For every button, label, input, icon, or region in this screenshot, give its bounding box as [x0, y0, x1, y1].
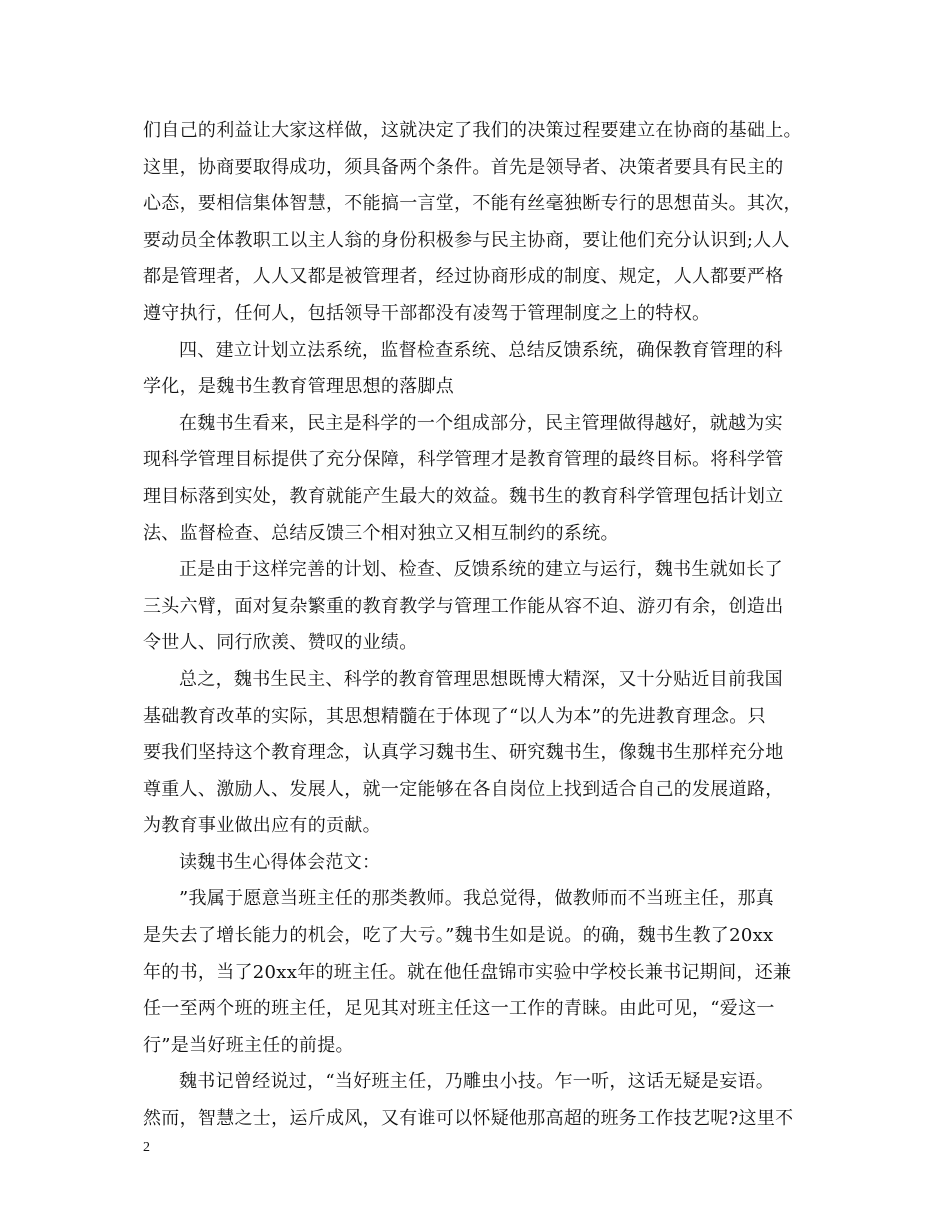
- text-line: 们自己的利益让大家这样做，这就决定了我们的决策过程要建立在协商的基础上。: [143, 120, 802, 141]
- body-text: [143, 113, 813, 1138]
- text-line: 尊重人、激励人、发展人，就一定能够在各自岗位上找到适合自己的发展道路，: [143, 778, 784, 800]
- text-line: 要动员全体教职工以主人翁的身份积极参与民主协商，要让他们充分认识到;人人: [143, 229, 790, 251]
- text-line: 正是由于这样完善的计划、检查、反馈系统的建立与运行，魏书生就如长了: [179, 559, 783, 581]
- text-line: 这里，协商要取得成功，须具备两个条件。首先是领导者、决策者要具有民主的: [143, 156, 784, 178]
- text-line: 三头六臂，面对复杂繁重的教育教学与管理工作能从容不迫、游刃有余，创造出: [143, 595, 784, 617]
- text-line: 要我们坚持这个教育理念，认真学习魏书生、研究魏书生，像魏书生那样充分地: [143, 742, 784, 764]
- text-line: 为教育事业做出应有的贡献。: [143, 815, 381, 837]
- text-line: 法、监督检查、总结反馈三个相对独立又相互制约的系统。: [143, 522, 619, 544]
- text-line: 总之，魏书生民主、科学的教育管理思想既博大精深，又十分贴近目前我国: [179, 668, 783, 690]
- text-line: 魏书记曾经说过，“当好班主任，乃雕虫小技。乍一听，这话无疑是妄语。: [179, 1071, 775, 1093]
- text-line: 行”是当好班主任的前提。: [143, 1034, 354, 1056]
- text-line: 令世人、同行欣羡、赞叹的业绩。: [143, 632, 418, 654]
- text-line: 现科学管理目标提供了充分保障，科学管理才是教育管理的最终目标。将科学管: [143, 449, 784, 471]
- text-line: 基础教育改革的实际，其思想精髓在于体现了“以人为本”的先进教育理念。只: [143, 705, 766, 727]
- text-line: 心态，要相信集体智慧，不能搞一言堂，不能有丝毫独断专行的思想苗头。其次，: [143, 193, 802, 215]
- text-line: 读魏书生心得体会范文：: [179, 851, 381, 873]
- text-line: 理目标落到实处，教育就能产生最大的效益。魏书生的教育科学管理包括计划立: [143, 485, 784, 507]
- text-line: 学化，是魏书生教育管理思想的落脚点: [143, 376, 455, 398]
- text-line: 任一至两个班的班主任，足见其对班主任这一工作的青睐。由此可见，“爱这一: [143, 998, 775, 1020]
- page-number: 2: [143, 1140, 150, 1155]
- text-line: 年的书，当了20xx年的班主任。就在他任盘锦市实验中学校长兼书记期间，还兼: [143, 961, 792, 983]
- text-line: ”我属于愿意当班主任的那类教师。我总觉得，做教师而不当班主任，那真: [179, 888, 775, 910]
- text-line: 遵守执行，任何人，包括领导干部都没有凌驾于管理制度之上的特权。: [143, 302, 711, 324]
- text-line: 是失去了增长能力的机会，吃了大亏。”魏书生如是说。的确，魏书生教了20xx: [143, 925, 774, 947]
- text-line: 都是管理者，人人又都是被管理者，经过协商形成的制度、规定，人人都要严格: [143, 266, 784, 288]
- text-line: 在魏书生看来，民主是科学的一个组成部分，民主管理做得越好，就越为实: [179, 412, 783, 434]
- text-line: 然而，智慧之士，运斤成风，又有谁可以怀疑他那高超的班务工作技艺呢?这里不: [143, 1108, 794, 1130]
- text-line: 四、建立计划立法系统，监督检查系统、总结反馈系统，确保教育管理的科: [179, 339, 783, 361]
